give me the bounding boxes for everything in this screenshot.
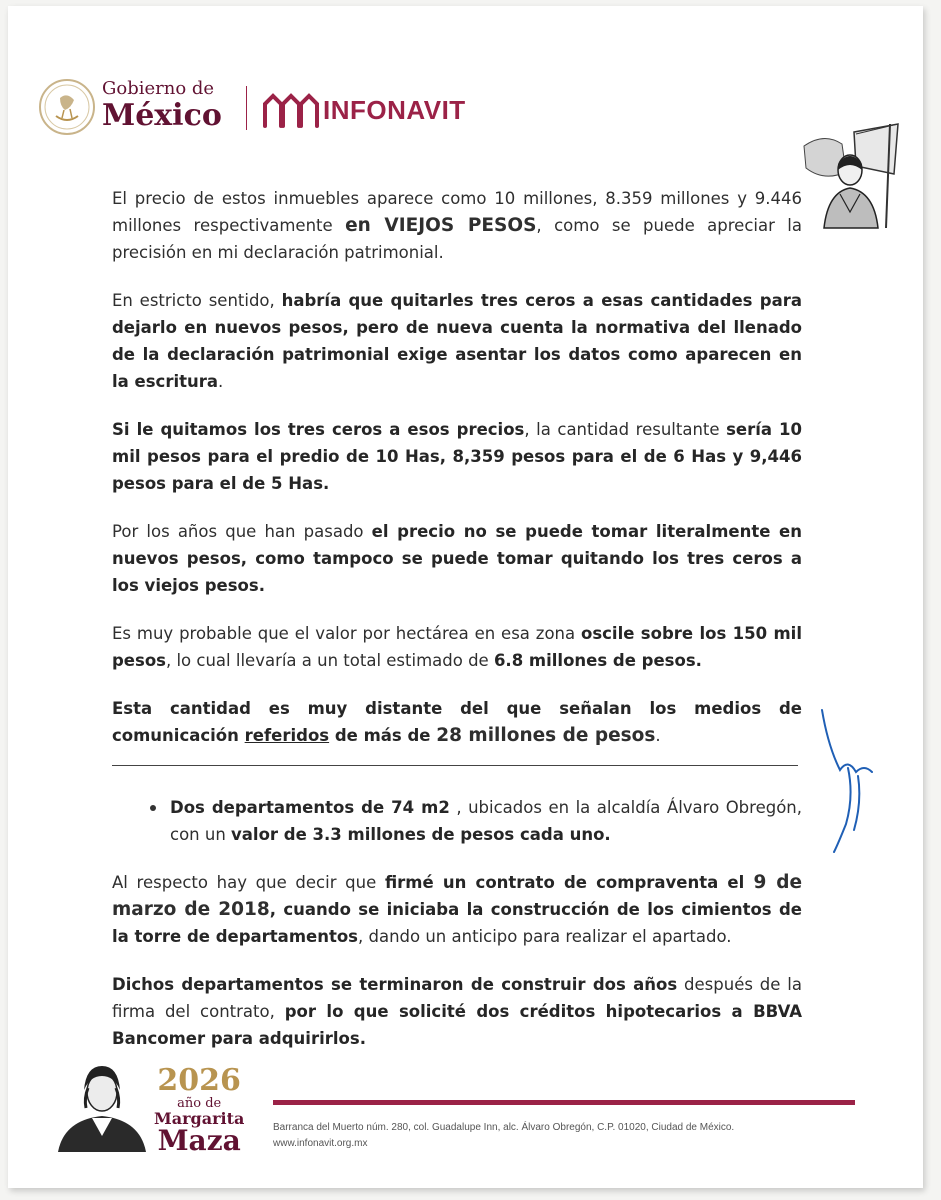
text-run: después de la firma del contrato, (112, 975, 802, 1021)
text-run: , dando un anticipo para realizar el apartado. (358, 927, 732, 946)
bold-run: , cuando se iniciaba la construcción de los cimientos de la torre de departamentos (112, 900, 802, 946)
text-run: . (655, 726, 661, 745)
margarita-maza-portrait (52, 1058, 152, 1153)
bold-run: de más de (329, 726, 437, 745)
bold-run: Dos departamentos de 74 m2 (170, 798, 450, 817)
paragraph-8 (112, 971, 802, 1052)
large-bold-run: 28 millones de pesos (436, 725, 656, 746)
website-link[interactable]: www.infonavit.org.mx (273, 1138, 368, 1149)
bold-run: Dichos departamentos se terminaron de construir dos años (112, 975, 678, 994)
text-run: , como se puede apreciar la precisión en mi declaración patrimonial. (112, 216, 802, 262)
text-run: , la cantidad resultante (524, 420, 727, 439)
handwritten-signature (818, 706, 878, 856)
bold-run: habría que quitarles tres ceros a esas cantidades para dejarlo en nuevos pesos, pero de nueva cuenta la normativa del llenado de la declaración patrimonial exige asentar los datos como aparecen en la escritura (112, 291, 802, 391)
bold-run: 6.8 millones de pesos. (493, 651, 702, 670)
infonavit-logo (261, 90, 466, 130)
mexico-line: México (102, 98, 222, 133)
infonavit-houses-icon (261, 90, 321, 130)
bold-run: el precio no se puede tomar literalmente en nuevos pesos, como tampoco se puede tomar quitando los tres ceros a los viejos pesos. (112, 522, 802, 595)
year-caption: año de (177, 1096, 222, 1111)
heroine-with-flag-illustration (794, 122, 904, 232)
letter-body (112, 185, 802, 1073)
bold-run: por lo que solicité dos créditos hipotecarios a BBVA Bancomer para adquirirlos. (112, 1002, 802, 1048)
year-emblem (154, 1063, 245, 1157)
text-run: El precio de estos inmuebles aparece como 10 millones, 8.359 millones y 9.446 millones respectivamente (112, 189, 802, 235)
logo-divider (246, 86, 247, 130)
bold-run: Si le quitamos los tres ceros a esos precios (112, 420, 525, 439)
address-line: Barranca del Muerto núm. 280, col. Guadalupe Inn, alc. Álvaro Obregón, C.P. 01020, Ciudad de México. (273, 1122, 735, 1133)
bold-run: en VIEJOS PESOS (345, 215, 537, 236)
footer-address (273, 1120, 734, 1152)
footer-bar (273, 1100, 855, 1105)
paragraph-5 (112, 620, 802, 674)
paragraph-4 (112, 518, 802, 599)
underlined-run: referidos (244, 726, 330, 745)
gobierno-de-mexico-logo (102, 80, 222, 131)
horizontal-rule (112, 765, 798, 766)
year-number: 2026 (157, 1063, 241, 1098)
bold-run: valor de 3.3 millones de pesos cada uno. (231, 825, 611, 844)
large-bold-run: 9 de marzo de 2018 (112, 872, 802, 920)
text-run: , lo cual llevaría a un total estimado de (165, 651, 494, 670)
paragraph-1 (112, 185, 802, 266)
text-run: Por los años que han pasado (112, 522, 372, 541)
bullet-icon (150, 805, 156, 811)
text-run: , ubicados en la alcaldía Álvaro Obregón, con un (170, 798, 802, 844)
bullet-item (112, 794, 802, 848)
mexico-coat-of-arms-icon (38, 78, 96, 136)
paragraph-3 (112, 416, 802, 497)
text-run: En estricto sentido, (112, 291, 282, 310)
paragraph-6 (112, 695, 802, 749)
paragraph-2 (112, 287, 802, 395)
bold-run: firmé un contrato de compraventa el (384, 873, 754, 892)
letterhead (38, 72, 888, 142)
bold-run: oscile sobre los 150 mil pesos (112, 624, 802, 670)
bold-run: Esta cantidad es muy distante del que señalan los medios de comunicación (112, 699, 802, 745)
paragraph-7 (112, 869, 802, 950)
text-run: Al respecto hay que decir que (112, 873, 385, 892)
honoree-first-name: Margarita (154, 1109, 245, 1128)
bold-run: sería 10 mil pesos para el predio de 10 Has, 8,359 pesos para el de 6 Has y 9,446 pesos para el de 5 Has. (112, 420, 802, 493)
text-run: . (218, 372, 224, 391)
text-run: Es muy probable que el valor por hectárea en esa zona (112, 624, 581, 643)
infonavit-wordmark: INFONAVIT (323, 94, 466, 125)
gobierno-line: Gobierno de (102, 78, 215, 99)
honoree-last-name: Maza (157, 1124, 241, 1157)
